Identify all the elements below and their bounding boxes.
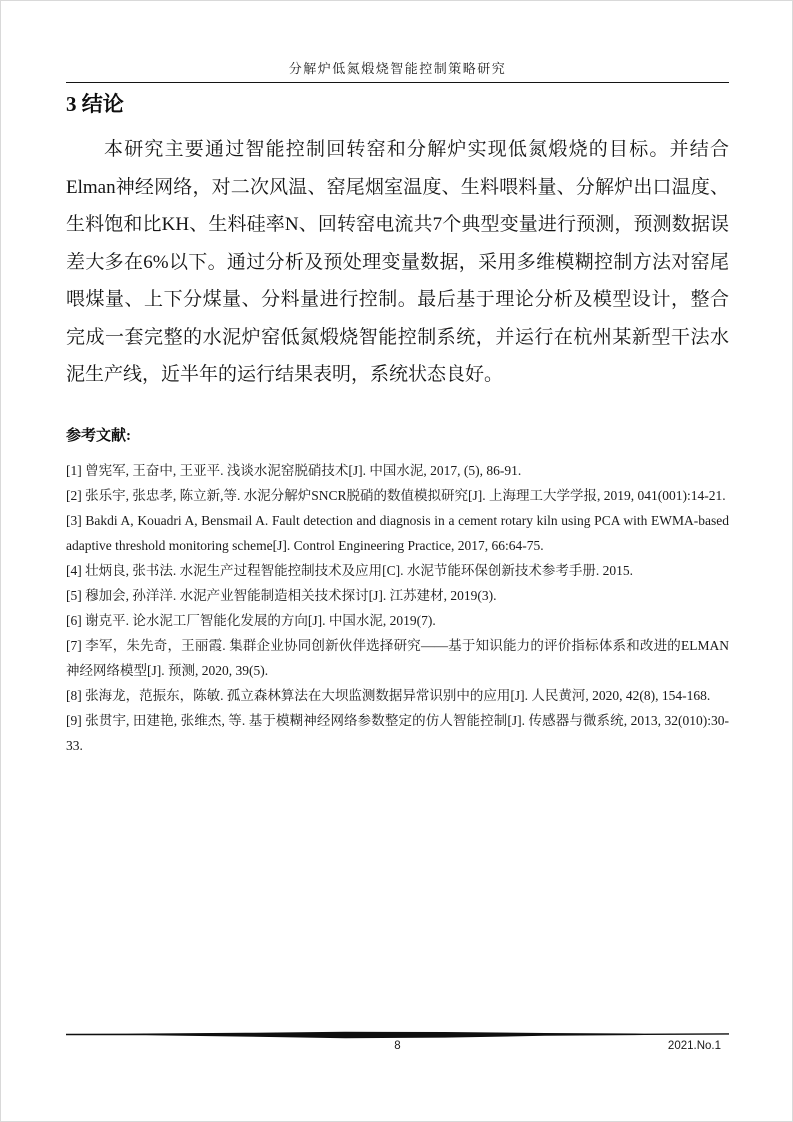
reference-item: [6] 谢克平. 论水泥工厂智能化发展的方向[J]. 中国水泥, 2019(7). (66, 612, 436, 628)
reference-item: [1] 曾宪军, 王奋中, 王亚平. 浅谈水泥窑脱硝技术[J]. 中国水泥, 2017, (5), 86-91. (66, 462, 522, 478)
references-heading: 参考文献: (66, 427, 131, 444)
conclusion-paragraph: 本研究主要通过智能控制回转窑和分解炉实现低氮煅烧的目标。并结合Elman神经网络，对二次风温、窑尾烟室温度、生料喂料量、分解炉出口温度、生料饱和比KH、生料硅率N、回转窑电流共7个典型变量进行预测，预测数据误差大多在6%以下。通过分析及预处理变量数据，采用多维模糊控制方法对窑尾喂煤量、上下分煤量、分料量进行控制。最后基于理论分析及模型设计，整合完成一套完整的水泥炉窑低氮煅烧智能控制系统，并运行在杭州某新型干法水泥生产线，近半年的运行结果表明，系统状态良好。 (66, 139, 729, 385)
references-list (66, 458, 729, 758)
reference-item: [2] 张乐宇, 张忠孝, 陈立新,等. 水泥分解炉SNCR脱硝的数值模拟研究[J]. 上海理工大学学报, 2019, 041(001):14-21. (66, 487, 726, 503)
reference-item: [7] 李军，朱先奇，王丽霞. 集群企业协同创新伙伴选择研究——基于知识能力的评价指标体系和改进的ELMAN 神经网络模型[J]. 预测, 2020, 39(5). (66, 637, 729, 678)
reference-item: [9] 张贯宇, 田建艳, 张维杰, 等. 基于模糊神经网络参数整定的仿人智能控制[J]. 传感器与微系统, 2013, 32(010):30-33. (66, 712, 729, 753)
footer-rule (66, 1031, 729, 1039)
reference-item: [5] 穆加会, 孙洋洋. 水泥产业智能制造相关技术探讨[J]. 江苏建材, 2019(3). (66, 587, 497, 603)
header-rule (66, 82, 729, 83)
reference-item: [8] 张海龙，范振东，陈敏. 孤立森林算法在大坝监测数据异常识别中的应用[J]. 人民黄河, 2020, 42(8), 154-168. (66, 687, 711, 703)
section-heading-conclusion: 3 结论 (66, 92, 124, 116)
reference-item: [4] 壮炳良, 张书法. 水泥生产过程智能控制技术及应用[C]. 水泥节能环保创新技术参考手册. 2015. (66, 562, 633, 578)
reference-item: [3] Bakdi A, Kouadri A, Bensmail A. Fault detection and diagnosis in a cement rotary kiln using PCA with EWMA-based adaptive threshold monitoring scheme[J]. Control Engineering Practice, 2017, 66:64-75. (66, 512, 729, 553)
page-number: 8 (394, 1040, 401, 1052)
page-footer (66, 1031, 729, 1056)
issue-label: 2021.No.1 (667, 1040, 721, 1052)
footer-row (66, 1040, 729, 1056)
running-header-title: 分解炉低氮煅烧智能控制策略研究 (288, 61, 507, 76)
